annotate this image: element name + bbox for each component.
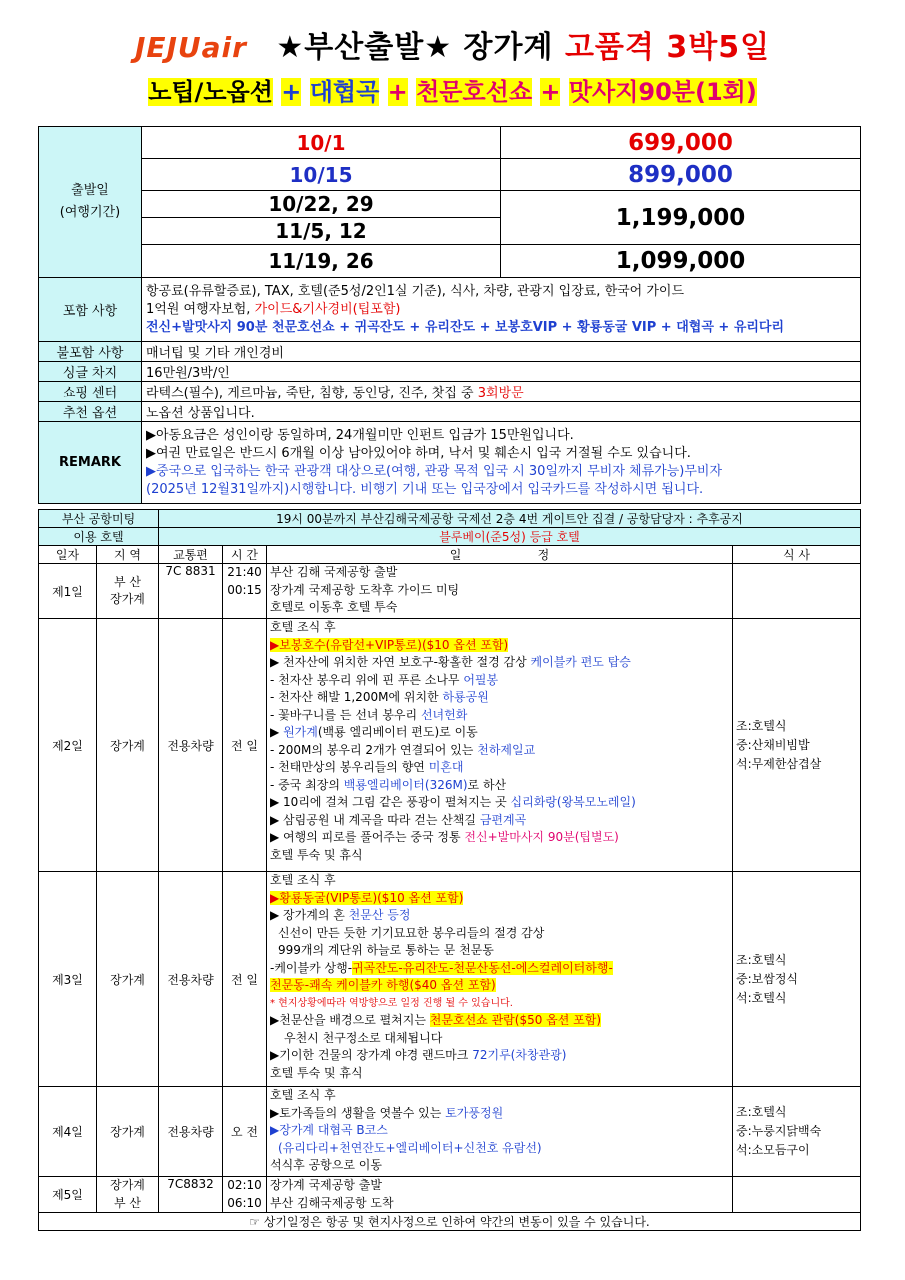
include-value [142,278,861,342]
day-3-time: 전 일 [223,872,267,1087]
guide-fee-text: 가이드&기사경비(팁포함) [254,301,401,317]
schedule-line: 999개의 계단위 하늘로 통하는 문 천문동 [278,943,494,957]
title-main: ★부산출발★ 장가계 [276,30,554,65]
depart-time: 21:40 [227,565,262,579]
line-highlight: 귀곡잔도-유리잔도-천문산동선-에스컬레이터하행- [352,960,613,975]
date-row-3: 10/22, 29 [142,191,501,218]
depart-time: 02:10 [227,1178,262,1192]
day-1-label: 제1일 [39,564,97,619]
region-to: 부 산 [114,1195,141,1210]
meeting-value: 19시 00분까지 부산김해국제공항 국제선 2층 4번 게이트안 집결 / 공항담당자 : 추후공지 [159,510,861,528]
schedule-line [270,890,729,908]
meal-lunch: 중:누룽지닭백숙 [736,1124,822,1138]
line-highlight: 미혼대 [428,760,464,774]
day-3-row [39,872,861,1087]
day-1-times [223,564,267,619]
line-highlight: 천문산 등정 [348,908,411,922]
line-highlight: 금편계곡 [479,812,527,827]
single-value: 16만원/3박/인 [142,362,861,382]
arrive-time: 00:15 [227,582,262,597]
day-2-schedule [267,619,733,872]
schedule-line [270,707,729,725]
schedule-line [270,777,729,795]
subtitle-2: 대협곡 [309,78,380,106]
day-2-time: 전 일 [223,619,267,872]
subtitle [0,72,905,107]
include-line-3: 전신+발맛사지 90분 천문호선쇼 + 귀곡잔도 + 유리잔도 + 보봉호VIP + 황룡동굴 VIP + 대협곡 + 유리다리 [146,319,785,335]
line-highlight: 백룡엘리베이터(326M) [343,777,468,792]
line-text: ▶ 여행의 피로를 풀어주는 중국 정통 [270,830,461,844]
price-row-3: 1,199,000 [501,191,861,245]
day-1-flight: 7C 8831 [159,564,223,619]
line-highlight: 원가계 [283,725,318,739]
day-5-times [223,1177,267,1213]
schedule-line: ▶장가계 대협곡 B코스 [270,1123,388,1137]
line-text: ▶천문산을 배경으로 펼쳐지는 [270,1013,426,1027]
schedule-line: 부산 김해 국제공항 출발 [270,565,398,579]
date-row-2: 10/15 [142,159,501,191]
departure-label: 출발일 (여행기간) [39,127,142,278]
page-title [0,22,905,66]
subtitle-4: 맛사지90분(1회) [568,78,757,106]
day-1-schedule [267,564,733,619]
day-5-row [39,1177,861,1213]
schedule-line [270,812,729,830]
option-highlight: ▶황룡동굴(VIP통로)($10 옵션 포함) [270,890,464,905]
day-1-row [39,564,861,619]
plus-3: + [540,78,561,106]
line-text: - 천자산 봉우리 위에 핀 푸른 소나무 [270,672,460,687]
schedule-line: 장가계 국제공항 출발 [270,1178,382,1192]
shop-label: 쇼핑 센터 [39,382,142,402]
line-highlight: 토가풍정원 [445,1105,504,1120]
day-3-label: 제3일 [39,872,97,1087]
line-text: - 천자산 해발 1,200M에 위치한 [270,690,439,704]
day-2-region: 장가계 [97,619,159,872]
line-highlight: 전신+발마사지 90분(팁별도) [464,830,619,844]
hotel-value: 블루베이(준5성) 등급 호텔 [159,528,861,546]
day-3-schedule [267,872,733,1087]
schedule-line: 호텔 투숙 및 휴식 [270,1065,363,1080]
day-4-row [39,1087,861,1177]
col-transport: 교통편 [159,546,223,564]
exclude-value: 매너팁 및 기타 개인경비 [142,342,861,362]
remark-line-4: (2025년 12월31일까지)시행합니다. 비행기 기내 또는 입국장에서 입국카드를 작성하시면 됩니다. [146,481,704,497]
meal-lunch: 중:산채비빔밥 [736,737,810,752]
option-value: 노옵션 상품입니다. [142,402,861,422]
schedule-line: 호텔 조식 후 [270,620,336,634]
schedule-line [270,1012,729,1030]
schedule-line: 부산 김해국제공항 도착 [270,1195,394,1210]
line-text: -케이블카 상행- [270,960,353,975]
include-label: 포함 사항 [39,278,142,342]
line-highlight: 케이블카 편도 탑승 [530,655,631,669]
price-row-2: 899,000 [501,159,861,191]
region-from: 부 산 [114,574,141,589]
shop-list: 라텍스(필수), 게르마늄, 죽탄, 침향, 동인당, 진주, 찻집 중 [146,386,474,401]
meal-dinner: 석:호텔식 [736,990,787,1005]
meal-breakfast: 조:호텔식 [736,1105,787,1119]
line-text: ▶ [270,725,280,739]
schedule-line: 우천시 천구정소로 대체됩니다 [284,1030,443,1045]
subtitle-1: 노팁/노옵션 [148,78,273,106]
schedule-line [270,907,729,925]
schedule-line [270,1047,729,1065]
day-5-flight: 7C8832 [159,1177,223,1213]
meal-breakfast: 조:호텔식 [736,952,787,967]
price-row-5: 1,099,000 [501,245,861,278]
region-to: 장가계 [110,592,145,606]
col-time: 시 간 [223,546,267,564]
line-highlight: 천문호선쇼 관람($50 옵션 포함) [429,1013,602,1027]
region-from: 장가계 [110,1178,145,1192]
price-row-1: 699,000 [501,127,861,159]
day-2-meal [733,619,861,872]
itinerary-table [38,509,861,1231]
schedule-line: (유리다리+천연잔도+엘리베이터+신천호 유람선) [278,1140,542,1155]
plus-2: + [387,78,408,106]
option-label: 추천 옵션 [39,402,142,422]
remark-value [142,422,861,504]
day-4-schedule [267,1087,733,1177]
day-5-region [97,1177,159,1213]
line-text: 로 하산 [467,777,507,792]
schedule-line: 호텔 조식 후 [270,1088,336,1102]
schedule-line: 신선이 만든 듯한 기기묘묘한 봉우리들의 절경 감상 [278,925,545,940]
day-5-meal [733,1177,861,1213]
schedule-line [270,794,729,812]
plus-1: + [281,78,302,106]
airline-logo: JEJUair [134,31,247,64]
line-text: ▶ 삼림공원 내 계곡을 따라 걷는 산책길 [270,812,476,827]
line-text: - 꽃바구니를 든 선녀 봉우리 [270,707,418,722]
line-text: ▶ 10리에 걸쳐 그림 같은 풍광이 펼쳐지는 곳 [270,795,507,809]
date-row-1: 10/1 [142,127,501,159]
date-row-5: 11/19, 26 [142,245,501,278]
line-highlight: 천문동-쾌속 케이블카 하행($40 옵션 포함) [270,978,496,992]
meal-dinner: 석:무제한삼겹살 [736,756,822,771]
exclude-label: 불포함 사항 [39,342,142,362]
line-text: ▶토가족들의 생활을 엿볼수 있는 [270,1105,442,1120]
schedule-line [270,654,729,672]
remark-line-3: ▶중국으로 입국하는 한국 관광객 대상으로(여행, 관광 목적 입국 시 30일까지 무비자 체류가능)무비자 [146,463,723,479]
day-1-region [97,564,159,619]
meal-dinner: 석:소모듬구이 [736,1143,810,1157]
schedule-line: 호텔 투숙 및 휴식 [270,847,363,862]
schedule-line [270,637,729,655]
schedule-line [270,689,729,707]
day-3-transport: 전용차량 [159,872,223,1087]
line-highlight: 하룡공원 [442,690,489,704]
subtitle-3: 천문호선쇼 [416,78,533,106]
schedule-line [270,829,729,847]
option-highlight: ▶보봉호수(유람선+VIP통로)($10 옵션 포함) [270,637,509,652]
day-4-time: 오 전 [223,1087,267,1177]
schedule-line [270,1105,729,1123]
col-day: 일자 [39,546,97,564]
line-text: ▶ 천자산에 위치한 자연 보호구-황홀한 절경 감상 [270,655,527,669]
schedule-line [270,759,729,777]
footer-note: ☞ 상기일정은 항공 및 현지사정으로 인하여 약간의 변동이 있을 수 있습니다. [39,1213,861,1231]
col-region: 지 역 [97,546,159,564]
line-highlight: 천하제일교 [477,742,536,757]
line-highlight: 72기루(차창관광) [472,1048,567,1062]
schedule-line: 호텔 조식 후 [270,873,336,887]
day-2-row [39,619,861,872]
insurance-text: 1억원 여행자보험, [146,301,251,317]
date-row-4: 11/5, 12 [142,218,501,245]
col-meal: 식 사 [733,546,861,564]
line-text: ▶ 장가계의 혼 [270,908,345,922]
shop-visits: 3회방문 [477,386,524,401]
meal-breakfast: 조:호텔식 [736,718,787,733]
day-4-label: 제4일 [39,1087,97,1177]
day-4-meal [733,1087,861,1177]
schedule-note: * 현지상황에따라 역방향으로 일정 진행 될 수 있습니다. [270,997,513,1009]
schedule-line [270,960,729,978]
line-highlight: 어필봉 [463,672,499,687]
line-highlight: 십리화랑(왕복모노레일) [510,795,636,809]
day-4-region: 장가계 [97,1087,159,1177]
shop-value [142,382,861,402]
line-text: (백룡 엘리베이터 편도)로 이동 [317,725,478,739]
line-text: - 200M의 봉우리 2개가 연결되어 있는 [270,742,474,757]
schedule-line: 호텔로 이동후 호텔 투숙 [270,600,398,614]
schedule-line [270,742,729,760]
schedule-line [270,724,729,742]
col-schedule: 일 정 [267,546,733,564]
include-line-2 [146,301,856,319]
day-3-meal [733,872,861,1087]
schedule-line: 석식후 공항으로 이동 [270,1158,382,1172]
day-2-transport: 전용차량 [159,619,223,872]
remark-line-1: ▶아동요금은 성인이랑 동일하며, 24개월미만 인펀트 입금가 15만원입니다. [146,427,574,443]
day-2-label: 제2일 [39,619,97,872]
day-1-meal [733,564,861,619]
line-highlight: 선녀헌화 [420,707,468,722]
day-5-schedule [267,1177,733,1213]
day-4-transport: 전용차량 [159,1087,223,1177]
title-highlight: 고품격 3박5일 [564,30,771,65]
schedule-line: 장가계 국제공항 도착후 가이드 미팅 [270,582,460,597]
schedule-line [270,672,729,690]
line-text: - 중국 최장의 [270,777,340,792]
day-3-region: 장가계 [97,872,159,1087]
hotel-label: 이용 호텔 [39,528,159,546]
line-text: - 천태만상의 봉우리들의 향연 [270,760,425,774]
remark-label: REMARK [39,422,142,504]
schedule-line [270,977,729,995]
remark-line-2: ▶여권 만료일은 반드시 6개월 이상 남아있어야 하며, 낙서 및 훼손시 입국 거절될 수도 있습니다. [146,445,691,461]
line-text: ▶기이한 건물의 장가계 야경 랜드마크 [270,1048,469,1062]
meeting-label: 부산 공항미팅 [39,510,159,528]
single-label: 싱글 차지 [39,362,142,382]
meal-lunch: 중:보쌈정식 [736,971,799,986]
arrive-time: 06:10 [227,1195,262,1210]
include-line-1: 항공료(유류할증료), TAX, 호텔(준5성/2인1실 기준), 식사, 차량, 관광지 입장료, 한국어 가이드 [146,283,685,299]
summary-table [38,126,861,504]
day-5-label: 제5일 [39,1177,97,1213]
